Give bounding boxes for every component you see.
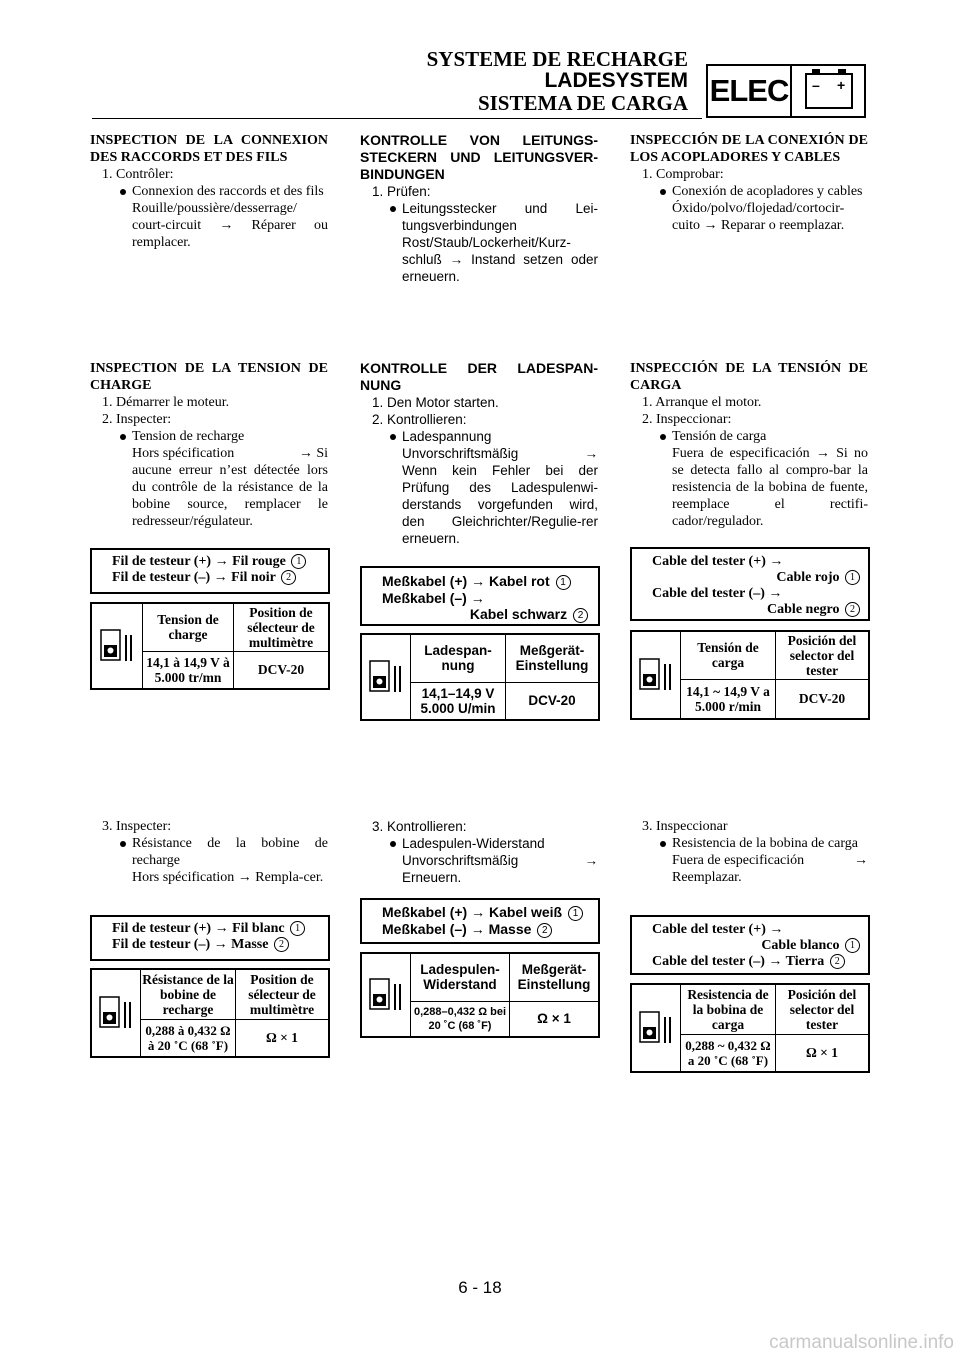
lead-number-2: 2 <box>845 602 860 617</box>
fr-connection-heading: INSPECTION DE LA CONNEXION DES RACCORDS ET DES FILS <box>90 133 328 165</box>
fr-voltage-val2: DCV-20 <box>234 651 330 689</box>
es-resistance-val2: Ω × 1 <box>776 1034 870 1072</box>
lead-number-2: 2 <box>274 937 289 952</box>
fr-connection-section <box>90 132 328 251</box>
lead-number-2: 2 <box>573 608 588 623</box>
es-voltage-step2: 2. Inspeccionar: <box>642 412 732 427</box>
es-connection-section <box>630 132 868 234</box>
es-connection-heading: INSPECCIÓN DE LA CONEXIÓN DE LOS ACOPLADORES Y CABLES <box>630 133 868 165</box>
header-rule <box>92 118 702 119</box>
es-voltage-lead2a: Cable del tester (–) → <box>652 586 783 601</box>
de-voltage-detail-a: Unvorschriftsmäßig <box>402 446 519 461</box>
lead-number-1: 1 <box>568 906 583 921</box>
fr-resistance-section <box>90 818 328 886</box>
de-resistance-bullet: Ladespulen-Widerstand <box>388 835 598 852</box>
de-resistance-spec-table <box>360 952 600 1038</box>
multimeter-icon <box>631 984 681 1072</box>
lead-number-1: 1 <box>845 938 860 953</box>
multimeter-icon <box>631 631 681 719</box>
es-voltage-col2: Posición del selector del tester <box>776 631 870 679</box>
es-voltage-val1: 14,1 ~ 14,9 V a 5.000 r/min <box>681 679 776 719</box>
lead-number-1: 1 <box>290 921 305 936</box>
es-resistance-col1: Resistencia de la bobina de carga <box>681 984 776 1034</box>
de-voltage-bullet: Ladespannung <box>388 428 598 445</box>
es-voltage-lead1b: Cable rojo <box>776 570 840 585</box>
elec-label: ELEC <box>709 73 789 108</box>
es-resistance-lead1a: Cable del tester (+) → <box>652 922 784 937</box>
de-voltage-step1: 1. Den Motor starten. <box>372 395 499 410</box>
es-voltage-section <box>630 360 868 530</box>
fr-resistance-col1: Résistance de la bobine de recharge <box>141 969 236 1019</box>
es-resistance-detail-c: Reemplazar. <box>672 870 742 885</box>
fr-resistance-val2: Ω × 1 <box>236 1019 330 1057</box>
de-resistance-detail-c: Erneuern. <box>402 870 462 885</box>
battery-plus: + <box>837 77 846 93</box>
es-resistance-leads-box <box>630 915 870 975</box>
de-voltage-detail-b: → <box>584 446 598 461</box>
es-voltage-heading: INSPECCIÓN DE LA TENSIÓN DE CARGA <box>630 361 868 393</box>
de-connection-section <box>360 132 598 285</box>
fr-voltage-detail-b: → Si <box>298 446 328 461</box>
es-voltage-step1: 1. Arranque el motor. <box>642 395 762 410</box>
fr-voltage-col2: Position de sélecteur de multimètre <box>234 603 330 651</box>
multimeter-icon <box>361 634 411 720</box>
lead-number-2: 2 <box>281 570 296 585</box>
lead-number-2: 2 <box>830 954 845 969</box>
de-voltage-leads-box <box>360 566 600 626</box>
es-voltage-bullet: Tensión de carga <box>658 428 868 445</box>
battery-minus: – <box>812 77 820 93</box>
de-connection-detail: Rost/Staub/Lockerheit/Kurz-schluß → Instand setzen oder erneuern. <box>402 235 598 284</box>
fr-voltage-bullet: Tension de recharge <box>118 428 328 445</box>
de-resistance-val1: 0,288–0,432 Ω bei 20 ˚C (68 ˚F) <box>411 1001 510 1037</box>
es-voltage-col1: Tensión de carga <box>681 631 776 679</box>
fr-voltage-leads-box <box>90 548 330 594</box>
lead-number-1: 1 <box>556 575 571 590</box>
de-connection-bullet: Leitungsstecker und Lei-tungsverbindungen <box>388 200 598 234</box>
fr-resistance-leads-box <box>90 915 330 961</box>
battery-icon <box>792 66 864 116</box>
lead-number-2: 2 <box>537 923 552 938</box>
de-connection-step1: 1. Prüfen: <box>372 184 431 199</box>
title-de: LADESYSTEM <box>544 69 688 92</box>
de-resistance-leads-box <box>360 898 600 944</box>
fr-resistance-spec-table <box>90 968 330 1058</box>
de-voltage-val2: DCV-20 <box>506 682 600 720</box>
es-voltage-detail: Fuera de especificación → Si no se detecta fallo al compro-bar la resistencia de la bobina de fuente, reemplace el rectifi-cador/regulador. <box>672 446 868 529</box>
fr-voltage-detail-a: Hors spécification <box>132 446 235 461</box>
fr-resistance-lead2: Fil de testeur (–) → Masse <box>112 937 269 952</box>
es-resistance-col2: Posición del selector del tester <box>776 984 870 1034</box>
fr-resistance-lead1: Fil de testeur (+) → Fil blanc <box>112 921 285 936</box>
page-number: 6 - 18 <box>458 1278 502 1297</box>
de-voltage-col2: Meßgerät-Einstellung <box>506 634 600 682</box>
de-resistance-val2: Ω × 1 <box>510 1001 600 1037</box>
multimeter-icon <box>361 953 411 1037</box>
de-voltage-heading: KONTROLLE DER LADESPAN-NUNG <box>360 360 598 393</box>
fr-voltage-lead2: Fil de testeur (–) → Fil noir <box>112 570 276 585</box>
watermark: carmanualsonline.info <box>769 1332 954 1353</box>
title-es: SISTEMA DE CARGA <box>477 91 688 115</box>
elec-badge <box>706 64 866 118</box>
fr-resistance-val1: 0,288 à 0,432 Ω à 20 ˚C (68 ˚F) <box>141 1019 236 1057</box>
es-resistance-lead1b: Cable blanco <box>761 938 840 953</box>
fr-voltage-col1: Tension de charge <box>143 603 234 651</box>
es-connection-step1: 1. Comprobar: <box>642 167 724 182</box>
fr-resistance-step3: 3. Inspecter: <box>102 819 172 834</box>
es-voltage-leads-box <box>630 547 870 621</box>
de-resistance-detail-a: Unvorschriftsmäßig <box>402 853 519 868</box>
es-voltage-lead1a: Cable del tester (+) → <box>652 554 784 569</box>
fr-connection-bullet: Connexion des raccords et des fils <box>118 183 328 200</box>
es-resistance-detail-a: Fuera de especificación <box>672 853 805 868</box>
de-voltage-detail-c: Wenn kein Fehler bei der Prüfung des Ladespulenwi-derstands vorgefunden wird, den Gleichrichter/Regulie-rer erneuern. <box>402 463 598 546</box>
es-resistance-step3: 3. Inspeccionar <box>642 819 728 834</box>
de-resistance-section <box>360 818 598 886</box>
fr-connection-detail: Rouille/poussière/desserrage/ court-circuit → Réparer ou remplacer. <box>132 201 328 250</box>
de-resistance-col2: Meßgerät-Einstellung <box>510 953 600 1001</box>
fr-connection-step1: 1. Contrôler: <box>102 167 174 182</box>
de-connection-heading: KONTROLLE VON LEITUNGS-STECKERN UND LEITUNGSVER-BINDUNGEN <box>360 132 598 182</box>
fr-voltage-heading: INSPECTION DE LA TENSION DE CHARGE <box>90 361 328 393</box>
es-voltage-lead2b: Cable negro <box>767 602 840 617</box>
de-voltage-step2: 2. Kontrollieren: <box>372 412 467 427</box>
fr-voltage-section <box>90 360 328 530</box>
fr-voltage-lead1: Fil de testeur (+) → Fil rouge <box>112 554 286 569</box>
de-voltage-section <box>360 360 598 547</box>
es-resistance-detail-b: → <box>854 853 868 868</box>
de-voltage-val1: 14,1–14,9 V 5.000 U/min <box>411 682 506 720</box>
de-resistance-lead1: Meßkabel (+) → Kabel weiß <box>382 904 563 920</box>
title-fr: SYSTEME DE RECHARGE <box>426 47 688 71</box>
de-voltage-lead1: Meßkabel (+) → Kabel rot <box>382 573 550 589</box>
de-voltage-lead2b: Kabel schwarz <box>469 606 568 622</box>
es-voltage-val2: DCV-20 <box>776 679 870 719</box>
fr-voltage-step1: 1. Démarrer le moteur. <box>102 395 230 410</box>
fr-resistance-detail: Hors spécification → Rempla-cer. <box>132 870 324 885</box>
de-voltage-lead2a: Meßkabel (–) → <box>382 590 485 606</box>
es-connection-bullet: Conexión de acopladores y cables <box>658 183 868 200</box>
multimeter-icon <box>91 969 141 1057</box>
es-voltage-spec-table <box>630 630 870 720</box>
fr-voltage-spec-table <box>90 602 330 690</box>
de-resistance-step3: 3. Kontrollieren: <box>372 819 467 834</box>
de-resistance-col1: Ladespulen-Widerstand <box>411 953 510 1001</box>
de-voltage-col1: Ladespan-nung <box>411 634 506 682</box>
de-resistance-lead2: Meßkabel (–) → Masse <box>382 921 532 937</box>
es-resistance-bullet: Resistencia de la bobina de carga <box>658 835 868 852</box>
multimeter-icon <box>91 603 143 689</box>
fr-resistance-bullet: Résistance de la bobine de recharge <box>118 835 328 869</box>
lead-number-1: 1 <box>845 570 860 585</box>
es-resistance-lead2: Cable del tester (–) → Tierra <box>652 954 825 969</box>
de-resistance-detail-b: → <box>584 853 598 868</box>
fr-voltage-step2: 2. Inspecter: <box>102 412 172 427</box>
de-voltage-spec-table <box>360 633 600 721</box>
es-resistance-val1: 0,288 ~ 0,432 Ω a 20 ˚C (68 ˚F) <box>681 1034 776 1072</box>
fr-resistance-col2: Position de sélecteur de multimètre <box>236 969 330 1019</box>
es-resistance-spec-table <box>630 983 870 1073</box>
es-connection-detail: Óxido/polvo/flojedad/cortocir-cuito → Reparar o reemplazar. <box>672 201 845 233</box>
fr-voltage-val1: 14,1 à 14,9 V à 5.000 tr/mn <box>143 651 234 689</box>
es-resistance-section <box>630 818 868 886</box>
fr-voltage-detail-c: aucune erreur n’est détectée lors du contrôle de la résistance de la bobine source, remplacer le redresseur/régulateur. <box>132 463 328 529</box>
lead-number-1: 1 <box>291 554 306 569</box>
